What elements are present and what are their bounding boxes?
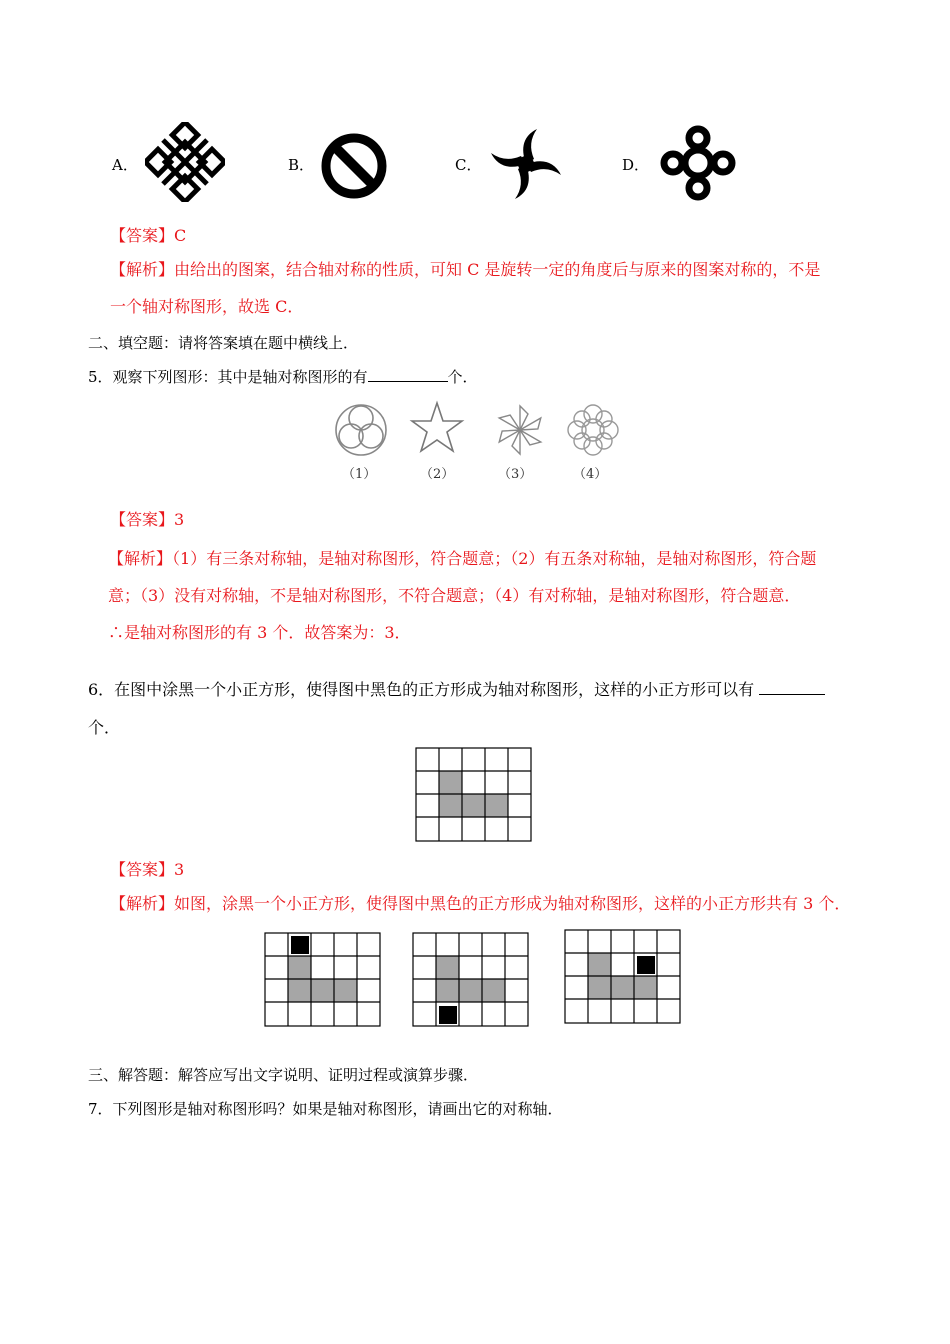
q5-blank	[368, 366, 448, 382]
option-a-knot-figure	[145, 122, 225, 202]
q5-figure-4-flower	[565, 402, 621, 458]
q6-blank	[759, 679, 825, 695]
q5-figure-2-star	[409, 400, 465, 456]
q5-stem: 5．观察下列图形：其中是轴对称图形的有 个．	[88, 368, 478, 386]
section2-heading: 二、填空题：请将答案填在题中横线上．	[88, 334, 359, 352]
q6-answer: 【答案】3	[110, 860, 185, 879]
q4-answer: 【答案】C	[110, 226, 187, 245]
q6-grid	[415, 747, 533, 843]
q5-caption-4: （4）	[573, 467, 608, 482]
q7-stem: 7．下列图形是轴对称图形吗？如果是轴对称图形，请画出它的对称轴．	[88, 1100, 563, 1118]
q5-answer: 【答案】3	[110, 510, 185, 529]
q5-caption-3: （3）	[498, 467, 533, 482]
q6-analysis: 【解析】如图，涂黑一个小正方形，使得图中黑色的正方形成为轴对称图形，这样的小正方形共有 3 个．	[110, 894, 851, 913]
section3-heading: 三、解答题：解答应写出文字说明、证明过程或演算步骤．	[88, 1066, 479, 1084]
q5-figure-3-pinwheel	[492, 402, 548, 458]
q6-stem-line2: 个．	[88, 718, 121, 737]
option-c-swirl-figure	[487, 125, 565, 203]
q6-solution-grid-3	[564, 929, 682, 1025]
q5-analysis-line1: 【解析】（1）有三条对称轴，是轴对称图形，符合题意；（2）有五条对称轴，是轴对称图形，符合题	[108, 549, 817, 568]
q4-analysis-line1: 【解析】由给出的图案，结合轴对称的性质，可知 C 是旋转一定的角度后与原来的图案对称的，不是	[110, 260, 821, 279]
option-b-label: B．	[288, 156, 315, 174]
q5-analysis-line2: 意；（3）没有对称轴，不是轴对称图形，不符合题意；（4）有对称轴，是轴对称图形，符合题意．	[108, 586, 801, 605]
q5-figure-1-circle-arcs	[333, 402, 389, 458]
option-c-label: C．	[455, 156, 482, 174]
q4-analysis-line2: 一个轴对称图形，故选 C．	[110, 297, 304, 316]
q6-stem-line1: 6．在图中涂黑一个小正方形，使得图中黑色的正方形成为轴对称图形，这样的小正方形可以有	[88, 679, 825, 701]
q5-caption-2: （2）	[420, 467, 455, 482]
option-b-prohibition-figure	[320, 132, 388, 200]
q6-solution-grid-2	[412, 932, 530, 1028]
q5-caption-1: （1）	[342, 467, 377, 482]
option-d-rings-figure	[660, 125, 736, 201]
option-a-label: A．	[112, 156, 138, 174]
q5-analysis-line3: ∴是轴对称图形的有 3 个．故答案为：3．	[108, 623, 411, 642]
option-d-label: D．	[622, 156, 650, 174]
q6-solution-grid-1	[264, 932, 382, 1028]
